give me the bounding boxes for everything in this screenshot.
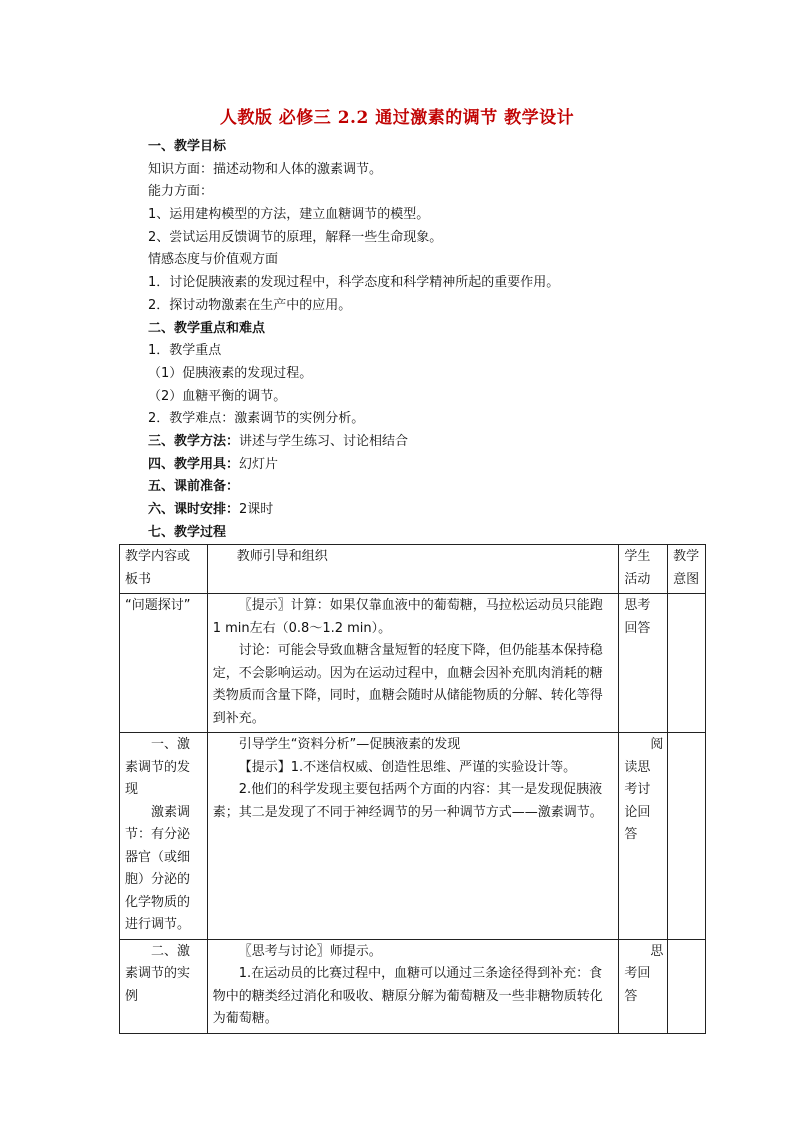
header-cell: 教学意图 bbox=[668, 545, 706, 594]
header-cell: 学生活动 bbox=[619, 545, 668, 594]
activity-cell bbox=[619, 939, 668, 1033]
goal-line: 2、尝试运用反馈调节的原理，解释一些生命现象。 bbox=[148, 229, 443, 245]
intent-cell bbox=[668, 733, 706, 940]
content-cell: “问题探讨” bbox=[120, 594, 208, 733]
content-heading: 二、激素调节的实例 bbox=[125, 943, 191, 1004]
activity-cell bbox=[619, 733, 668, 940]
guide-paragraph: 【提示】1.不迷信权威、创造性思维、严谨的实验设计等。 bbox=[238, 759, 577, 775]
guide-cell bbox=[207, 733, 619, 940]
key-point-line: （1）促胰液素的发现过程。 bbox=[148, 365, 313, 381]
table-row bbox=[120, 594, 706, 733]
goal-line: 能力方面： bbox=[148, 184, 214, 200]
goal-line: 情感态度与价值观方面 bbox=[148, 252, 279, 268]
section-preparation bbox=[148, 476, 708, 499]
activity-cell: 思考回答 bbox=[619, 594, 668, 733]
header-cell bbox=[207, 545, 619, 594]
content-cell bbox=[120, 733, 208, 940]
section-heading-process: 七、教学过程 bbox=[148, 524, 227, 540]
section-heading-schedule: 六、课时安排： bbox=[148, 502, 240, 517]
table-row bbox=[120, 733, 706, 940]
section-methods bbox=[148, 431, 708, 454]
intent-cell bbox=[668, 939, 706, 1033]
key-point-line: （2）血糖平衡的调节。 bbox=[148, 388, 287, 404]
content-heading: 一、激素调节的发现 bbox=[125, 737, 191, 797]
content-cell bbox=[120, 939, 208, 1033]
activity-text: 思考回答 bbox=[624, 943, 664, 1004]
table-row bbox=[120, 939, 706, 1033]
guide-paragraph: 1.在运动员的比赛过程中，血糖可以通过三条途径得到补充：食物中的糖类经过消化和吸收、糖原分解为葡萄糖及一些非糖物质转化为葡萄糖。 bbox=[212, 966, 603, 1026]
guide-paragraph: 〖提示〗计算：如果仅靠血液中的葡萄糖，马拉松运动员只能跑 1 min左右（0.8～1.2 min）。 bbox=[212, 598, 603, 636]
teaching-process-table bbox=[119, 544, 706, 1034]
section-heading-key-points: 二、教学重点和难点 bbox=[148, 320, 266, 336]
guide-paragraph: 〖思考与讨论〗师提示。 bbox=[238, 943, 382, 959]
guide-cell bbox=[207, 594, 619, 733]
guide-cell bbox=[207, 939, 619, 1033]
schedule-text: 2课时 bbox=[239, 502, 274, 517]
document-body bbox=[148, 136, 708, 544]
guide-paragraph: 2.他们的科学发现主要包括两个方面的内容：其一是发现促胰液素；其二是发现了不同于神经调节的另一种调节方式——激素调节。 bbox=[212, 782, 603, 820]
guide-paragraph: 引导学生“资料分析”—促胰液素的发现 bbox=[238, 737, 461, 752]
section-heading-goals: 一、教学目标 bbox=[148, 139, 227, 154]
key-point-line: 2．教学难点：激素调节的实例分析。 bbox=[148, 411, 365, 427]
guide-paragraph: 讨论：可能会导致血糖含量短暂的轻度下降，但仍能基本保持稳定，不会影响运动。因为在运动过程中，血糖会因补充肌肉消耗的糖类物质而含量下降，同时，血糖会随时从储能物质的分解、转化等得到补充。 bbox=[212, 643, 603, 726]
key-point-line: 1．教学重点 bbox=[148, 343, 222, 359]
section-heading-preparation: 五、课前准备： bbox=[148, 479, 240, 495]
section-schedule bbox=[148, 499, 708, 522]
intent-cell bbox=[668, 594, 706, 733]
content-definition: 激素调节：有分泌器官（或细胞）分泌的化学物质的进行调节。 bbox=[125, 804, 191, 932]
goal-line: 2．探讨动物激素在生产中的应用。 bbox=[148, 297, 352, 313]
tools-text: 幻灯片 bbox=[239, 456, 279, 472]
table-header-row bbox=[120, 545, 706, 594]
section-tools bbox=[148, 454, 708, 477]
goal-line: 1．讨论促胰液素的发现过程中，科学态度和科学精神所起的重要作用。 bbox=[148, 275, 560, 291]
goal-line: 知识方面：描述动物和人体的激素调节。 bbox=[148, 161, 383, 177]
document-title: 人教版 必修三 2.2 通过激素的调节 教学设计 bbox=[219, 108, 575, 128]
methods-text: 讲述与学生练习、讨论相结合 bbox=[239, 433, 409, 449]
goal-line: 1、运用建构模型的方法，建立血糖调节的模型。 bbox=[148, 207, 430, 223]
section-heading-methods: 三、教学方法： bbox=[148, 433, 240, 449]
header-text: 教师引导和组织 bbox=[236, 549, 328, 564]
header-cell: 教学内容或板书 bbox=[120, 545, 208, 594]
section-heading-tools: 四、教学用具： bbox=[148, 456, 240, 472]
activity-text: 阅读思考讨论回答 bbox=[624, 737, 664, 842]
